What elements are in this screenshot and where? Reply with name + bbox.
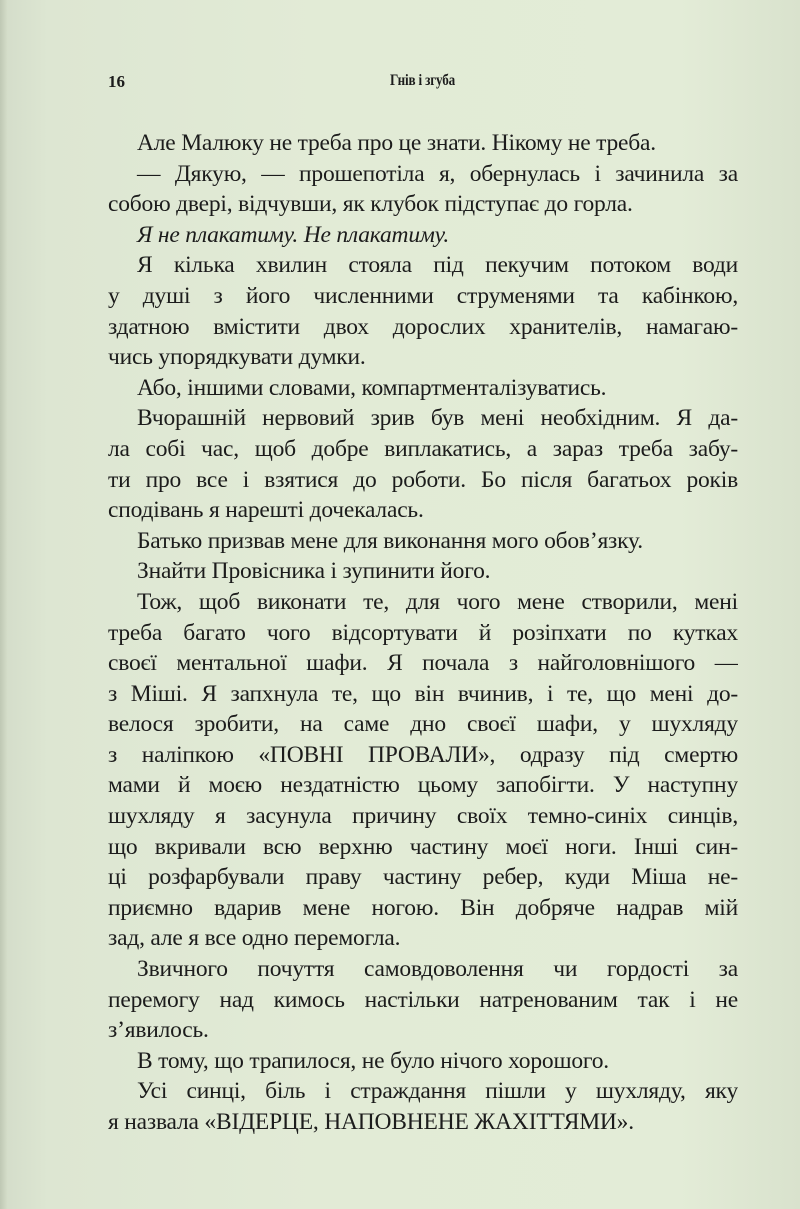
text-line: — Дякую, — прошепотіла я, обернулась і зачинила за [137, 160, 738, 187]
text-line: своєї ментальної шафи. Я почала з найголовнішого — [108, 650, 738, 677]
text-line: Я не плакатиму. Не плакатиму. [137, 221, 450, 248]
paragraph [108, 1046, 738, 1077]
text-line: Тож, щоб виконати те, для чого мене створили, мені [137, 588, 738, 615]
text-line: перемогу над кимось настільки натренованим так і не [108, 986, 738, 1013]
page-edge [0, 0, 8, 1209]
text-line: що вкривали всю верхню частину моєї ноги. Інші син- [108, 833, 738, 860]
paragraph [108, 403, 738, 525]
text-line: здатною вмістити двох дорослих хранителів, намагаю- [108, 313, 738, 340]
text-line: ти про все і взятися до роботи. Бо після багатьох років [108, 466, 738, 493]
text-line: сподівань я нарешті дочекалась. [108, 497, 424, 524]
text-line: у душі з його численними струменями та кабінкою, [108, 282, 738, 309]
text-line: з Міші. Я запхнула те, що він вчинив, і те, що мені до- [108, 680, 738, 707]
text-line: шухляду я засунула причину своїх темно-синіх синців, [108, 803, 738, 830]
text-line: я назвала «ВІДЕРЦЕ, НАПОВНЕНЕ ЖАХІТТЯМИ». [108, 1109, 634, 1135]
text-line: треба багато чого відсортувати й розіпхати по кутках [108, 619, 738, 646]
text-line: мами й моєю нездатністю цьому запобігти. У наступну [108, 772, 738, 799]
text-line: чись упорядкувати думки. [108, 344, 366, 371]
paragraph [108, 556, 738, 587]
body-text [108, 128, 738, 1138]
text-line: Я кілька хвилин стояла під пекучим потоком води [137, 252, 738, 279]
paragraph [108, 128, 738, 159]
paragraph [108, 373, 738, 404]
paragraph [108, 159, 738, 220]
text-line: з наліпкою «ПОВНІ ПРОВАЛИ», одразу під смертю [108, 741, 738, 768]
text-line: ла собі час, щоб добре виплакатись, а зараз треба забу- [108, 435, 738, 462]
page-number: 16 [108, 72, 125, 91]
text-line: Або, іншими словами, компартменталізуватись. [137, 374, 607, 401]
paragraph [108, 250, 738, 372]
paragraph [108, 1076, 738, 1137]
text-line: В тому, що трапилося, не було нічого хорошого. [137, 1047, 609, 1074]
text-line: Батько призвав мене для виконання мого обов’язку. [137, 527, 643, 554]
paragraph [108, 587, 738, 954]
paragraph [108, 220, 738, 251]
text-line: з’явилось. [108, 1017, 209, 1044]
text-line: Усі синці, біль і страждання пішли у шухляду, яку [137, 1078, 738, 1105]
book-title: Гнів і згуба [389, 72, 456, 89]
text-line: Звичного почуття самовдоволення чи гордості за [137, 956, 738, 983]
text-line: велося зробити, на саме дно своєї шафи, у шухляду [108, 711, 738, 738]
running-head [108, 72, 737, 98]
text-line: собою двері, відчувши, як клубок підступає до горла. [108, 191, 633, 218]
paragraph [108, 954, 738, 1046]
paragraph [108, 526, 738, 557]
text-line: зад, але я все одно перемогла. [108, 925, 401, 952]
text-line: Знайти Провісника і зупинити його. [137, 558, 491, 585]
text-line: Вчорашній нервовий зрив був мені необхідним. Я да- [137, 405, 738, 432]
text-line: приємно вдарив мене ногою. Він добряче надрав мій [108, 894, 738, 921]
text-line: ці розфарбували праву частину ребер, куди Міша не- [108, 864, 738, 891]
text-line: Але Малюку не треба про це знати. Нікому не треба. [137, 130, 656, 156]
